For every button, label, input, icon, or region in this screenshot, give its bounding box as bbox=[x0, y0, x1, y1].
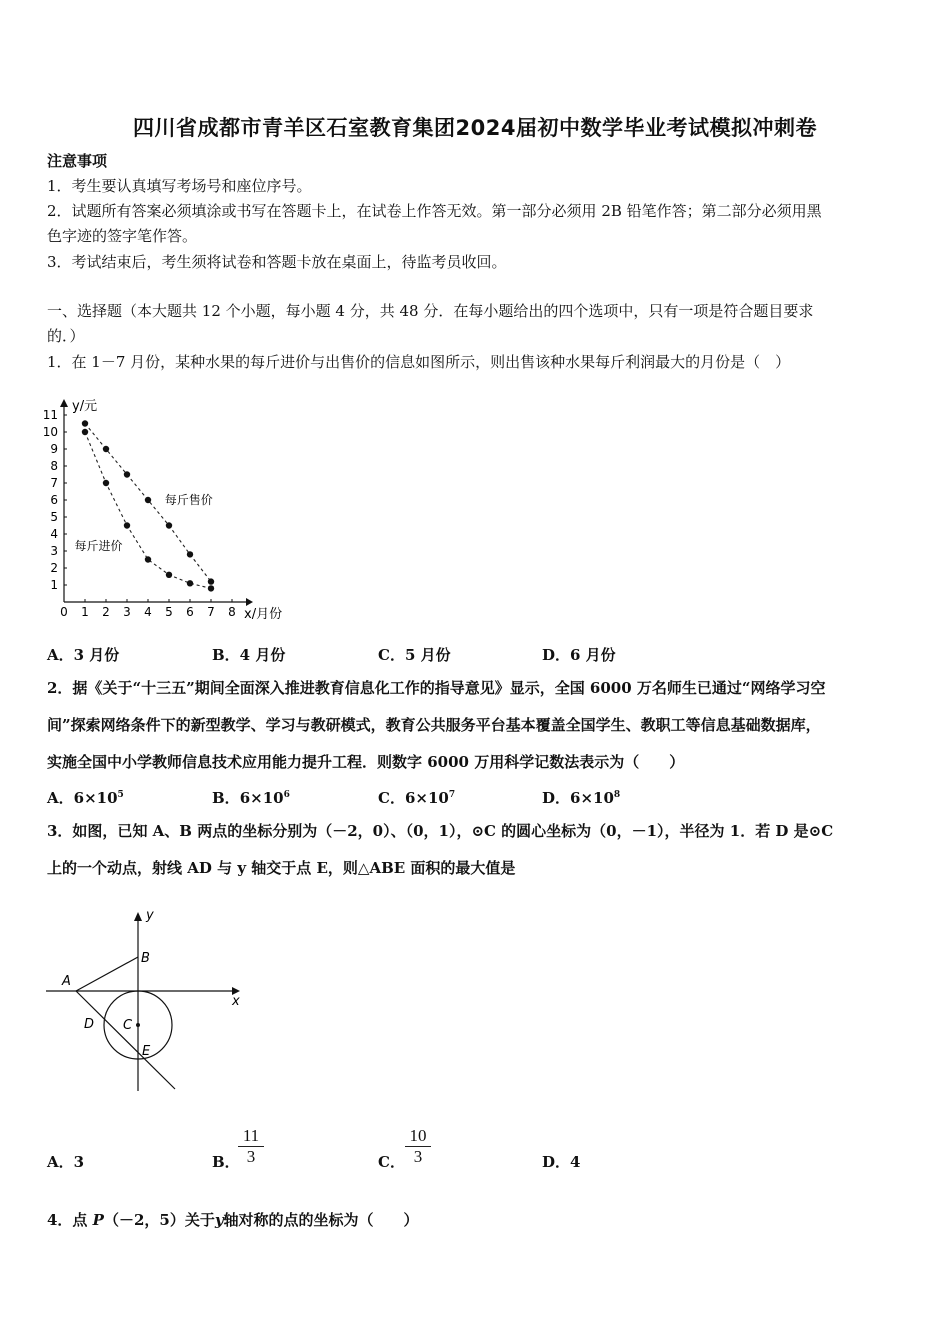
q1-option-c[interactable]: C．5 月份 bbox=[378, 646, 451, 664]
section-heading: 一、选择题（本大题共 12 个小题，每小题 4 分，共 48 分．在每小题给出的四个选项中，只有一项是符合题目要求 bbox=[47, 302, 814, 320]
data-point bbox=[82, 420, 88, 426]
series-label-cost: 每斤进价 bbox=[74, 538, 123, 553]
q3-option-a[interactable]: A．3 bbox=[47, 1153, 85, 1171]
data-point bbox=[145, 556, 151, 562]
q2-option-a[interactable]: A．$6\times 10^5$ bbox=[47, 789, 124, 807]
center-c-point bbox=[136, 1023, 140, 1027]
q3-option-b[interactable]: B． bbox=[212, 1153, 240, 1171]
q3-figure bbox=[40, 905, 255, 1095]
x-tick-label: 3 bbox=[123, 605, 131, 619]
x-tick-label: 2 bbox=[102, 605, 110, 619]
label-a: A bbox=[62, 974, 71, 989]
q1-option-a[interactable]: A．3 月份 bbox=[47, 646, 120, 664]
label-x: x bbox=[232, 994, 240, 1009]
y-axis-label: y/元 bbox=[72, 399, 98, 414]
y-tick-label: 8 bbox=[50, 459, 58, 473]
data-point bbox=[166, 522, 172, 528]
data-point bbox=[124, 522, 130, 528]
y-tick-label: 2 bbox=[50, 561, 58, 575]
data-point bbox=[208, 585, 214, 591]
q2-option-b[interactable]: B．$6\times 10^6$ bbox=[212, 789, 290, 807]
question-2-line: 2．据《关于“十三五”期间全面深入推进教育信息化工作的指导意见》显示，全国 6000 万名师生已通过“网络学习空 bbox=[47, 679, 826, 697]
x-axis-arrow bbox=[246, 598, 253, 606]
notice-item: 色字迹的签字笔作答。 bbox=[47, 227, 198, 245]
q1-option-b[interactable]: B．4 月份 bbox=[212, 646, 286, 664]
question-3-line: 上的一个动点，射线 AD 与 y 轴交于点 E，则△ABE 面积的最大值是 bbox=[47, 859, 516, 877]
series-line-1 bbox=[85, 432, 211, 588]
data-point bbox=[166, 572, 172, 578]
y-tick-label: 3 bbox=[50, 544, 58, 558]
label-e: E bbox=[142, 1044, 151, 1059]
question-2-line: 间”探索网络条件下的新型教学、学习与教研模式，教育公共服务平台基本覆盖全国学生、教职工等信息基础数据库， bbox=[47, 716, 821, 734]
y-tick-label: 7 bbox=[50, 476, 58, 490]
notice-item: 1．考生要认真填写考场号和座位序号。 bbox=[47, 177, 312, 195]
x-tick-label: 1 bbox=[81, 605, 89, 619]
q3-option-d[interactable]: D．4 bbox=[542, 1153, 581, 1171]
y-tick-label: 10 bbox=[42, 425, 58, 439]
x-tick-label: 6 bbox=[186, 605, 194, 619]
q1-chart bbox=[38, 383, 298, 628]
label-c: C bbox=[123, 1018, 133, 1033]
q3-option-c-fraction: $\frac{10}{3}$ bbox=[405, 1126, 431, 1167]
y-axis-arrow bbox=[60, 399, 68, 407]
q3-option-b-fraction: $\frac{11}{3}$ bbox=[238, 1126, 264, 1167]
label-y: y bbox=[146, 908, 154, 923]
data-point bbox=[124, 471, 130, 477]
question-2-line: 实施全国中小学教师信息技术应用能力提升工程．则数字 6000 万用科学记数法表示为（ ） bbox=[47, 753, 685, 771]
data-point bbox=[187, 551, 193, 557]
y-tick-label: 9 bbox=[50, 442, 58, 456]
data-point bbox=[187, 580, 193, 586]
page-title: 四川省成都市青羊区石室教育集团2024届初中数学毕业考试模拟冲刺卷 bbox=[133, 116, 817, 140]
notice-item: 2．试题所有答案必须填涂或书写在答题卡上，在试卷上作答无效。第一部分必须用 2B 铅笔作答；第二部分必须用黑 bbox=[47, 202, 822, 220]
data-point bbox=[103, 480, 109, 486]
ray-ad bbox=[76, 991, 175, 1089]
section-heading-cont: 的．） bbox=[47, 327, 85, 345]
x-axis-label: x/月份 bbox=[244, 607, 283, 622]
y-tick-label: 5 bbox=[50, 510, 58, 524]
q1-option-d[interactable]: D．6 月份 bbox=[542, 646, 616, 664]
y-tick-label: 6 bbox=[50, 493, 58, 507]
notice-item: 3．考试结束后，考生须将试卷和答题卡放在桌面上，待监考员收回。 bbox=[47, 253, 507, 271]
x-tick-label: 8 bbox=[228, 605, 236, 619]
question-1-stem: 1．在 1－7 月份，某种水果的每斤进价与出售价的信息如图所示，则出售该种水果每斤利润最大的月份是（ ） bbox=[47, 353, 791, 371]
data-point bbox=[145, 497, 151, 503]
y-tick-label: 4 bbox=[50, 527, 58, 541]
data-point bbox=[82, 429, 88, 435]
question-3-line: 3．如图，已知 A、B 两点的坐标分别为（－2，0）、（0，1），⊙C 的圆心坐标为（0，－1），半径为 1．若 D 是⊙C bbox=[47, 822, 834, 840]
segment-ab bbox=[76, 957, 138, 991]
q3-option-c[interactable]: C． bbox=[378, 1153, 405, 1171]
question-4-stem: 4．点 P（－2，5）关于y轴对称的点的坐标为（ ） bbox=[47, 1211, 419, 1229]
q2-option-c[interactable]: C．$6\times 10^7$ bbox=[378, 789, 456, 807]
series-label-sale: 每斤售价 bbox=[164, 493, 213, 507]
x-tick-label: 5 bbox=[165, 605, 173, 619]
q2-option-d[interactable]: D．$6\times 10^8$ bbox=[542, 789, 621, 807]
data-point bbox=[208, 578, 214, 584]
y-axis-arrow bbox=[134, 912, 142, 921]
label-b: B bbox=[141, 951, 150, 966]
y-tick-label: 11 bbox=[42, 408, 58, 422]
label-d: D bbox=[84, 1017, 95, 1032]
x-tick-label: 4 bbox=[144, 605, 152, 619]
x-tick-label: 0 bbox=[60, 605, 68, 619]
notice-heading: 注意事项 bbox=[47, 152, 108, 170]
y-tick-label: 1 bbox=[50, 578, 58, 592]
x-tick-label: 7 bbox=[207, 605, 215, 619]
data-point bbox=[103, 446, 109, 452]
